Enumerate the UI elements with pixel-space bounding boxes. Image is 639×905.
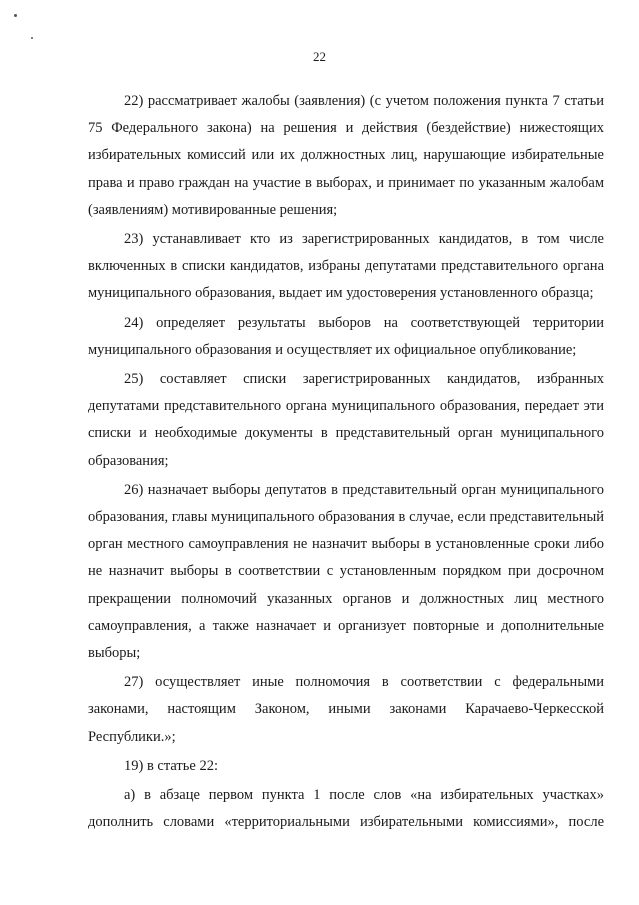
scan-speck — [14, 14, 17, 17]
paragraph-item-22: 22) рассматривает жалобы (заявления) (с учетом положения пункта 7 статьи 75 Федерального закона) на решения и действия (бездействие) нижестоящих избирательных комиссий или их должностных лиц, нарушающие избирательные права и право граждан на участие в выборах, и принимает по указанным жалобам (заявлениям) мотивированные решения; — [88, 93, 604, 218]
paragraph-item-25: 25) составляет списки зарегистрированных кандидатов, избранных депутатами представительного органа муниципального образования, передает эти списки и необходимые документы в представительный орган муниципального образования; — [88, 371, 604, 469]
paragraph-item-26: 26) назначает выборы депутатов в представительный орган муниципального образования, главы муниципального образования в случае, если представительный орган местного самоуправления не назначит выборы в установленные сроки либо не назначит выборы в соответствии с установленным порядком при досрочном прекращении полномочий указанных органов и должностных лиц местного самоуправления, а также назначает и организует повторные и дополнительные выборы; — [88, 481, 604, 662]
paragraph-subitem-a: а) в абзаце первом пункта 1 после слов «на избирательных участках» дополнить словами «территориальными избирательными комиссиями», после — [88, 787, 604, 831]
scan-speck — [31, 37, 33, 39]
paragraph-item-24: 24) определяет результаты выборов на соответствующей территории муниципального образования и осуществляет их официальное опубликование; — [88, 314, 604, 358]
page-number: 22 — [313, 49, 326, 64]
paragraph-item-27: 27) осуществляет иные полномочия в соответствии с федеральными законами, настоящим Законом, иными законами Карачаево-Черкесской Республики.»; — [88, 674, 604, 745]
paragraph-article-22-heading: 19) в статье 22: — [124, 757, 218, 774]
document-body — [88, 88, 604, 838]
paragraph-item-23: 23) устанавливает кто из зарегистрированных кандидатов, в том числе включенных в списки кандидатов, избраны депутатами представительного органа муниципального образования, выдает им удостоверения установленного образца; — [88, 231, 604, 302]
